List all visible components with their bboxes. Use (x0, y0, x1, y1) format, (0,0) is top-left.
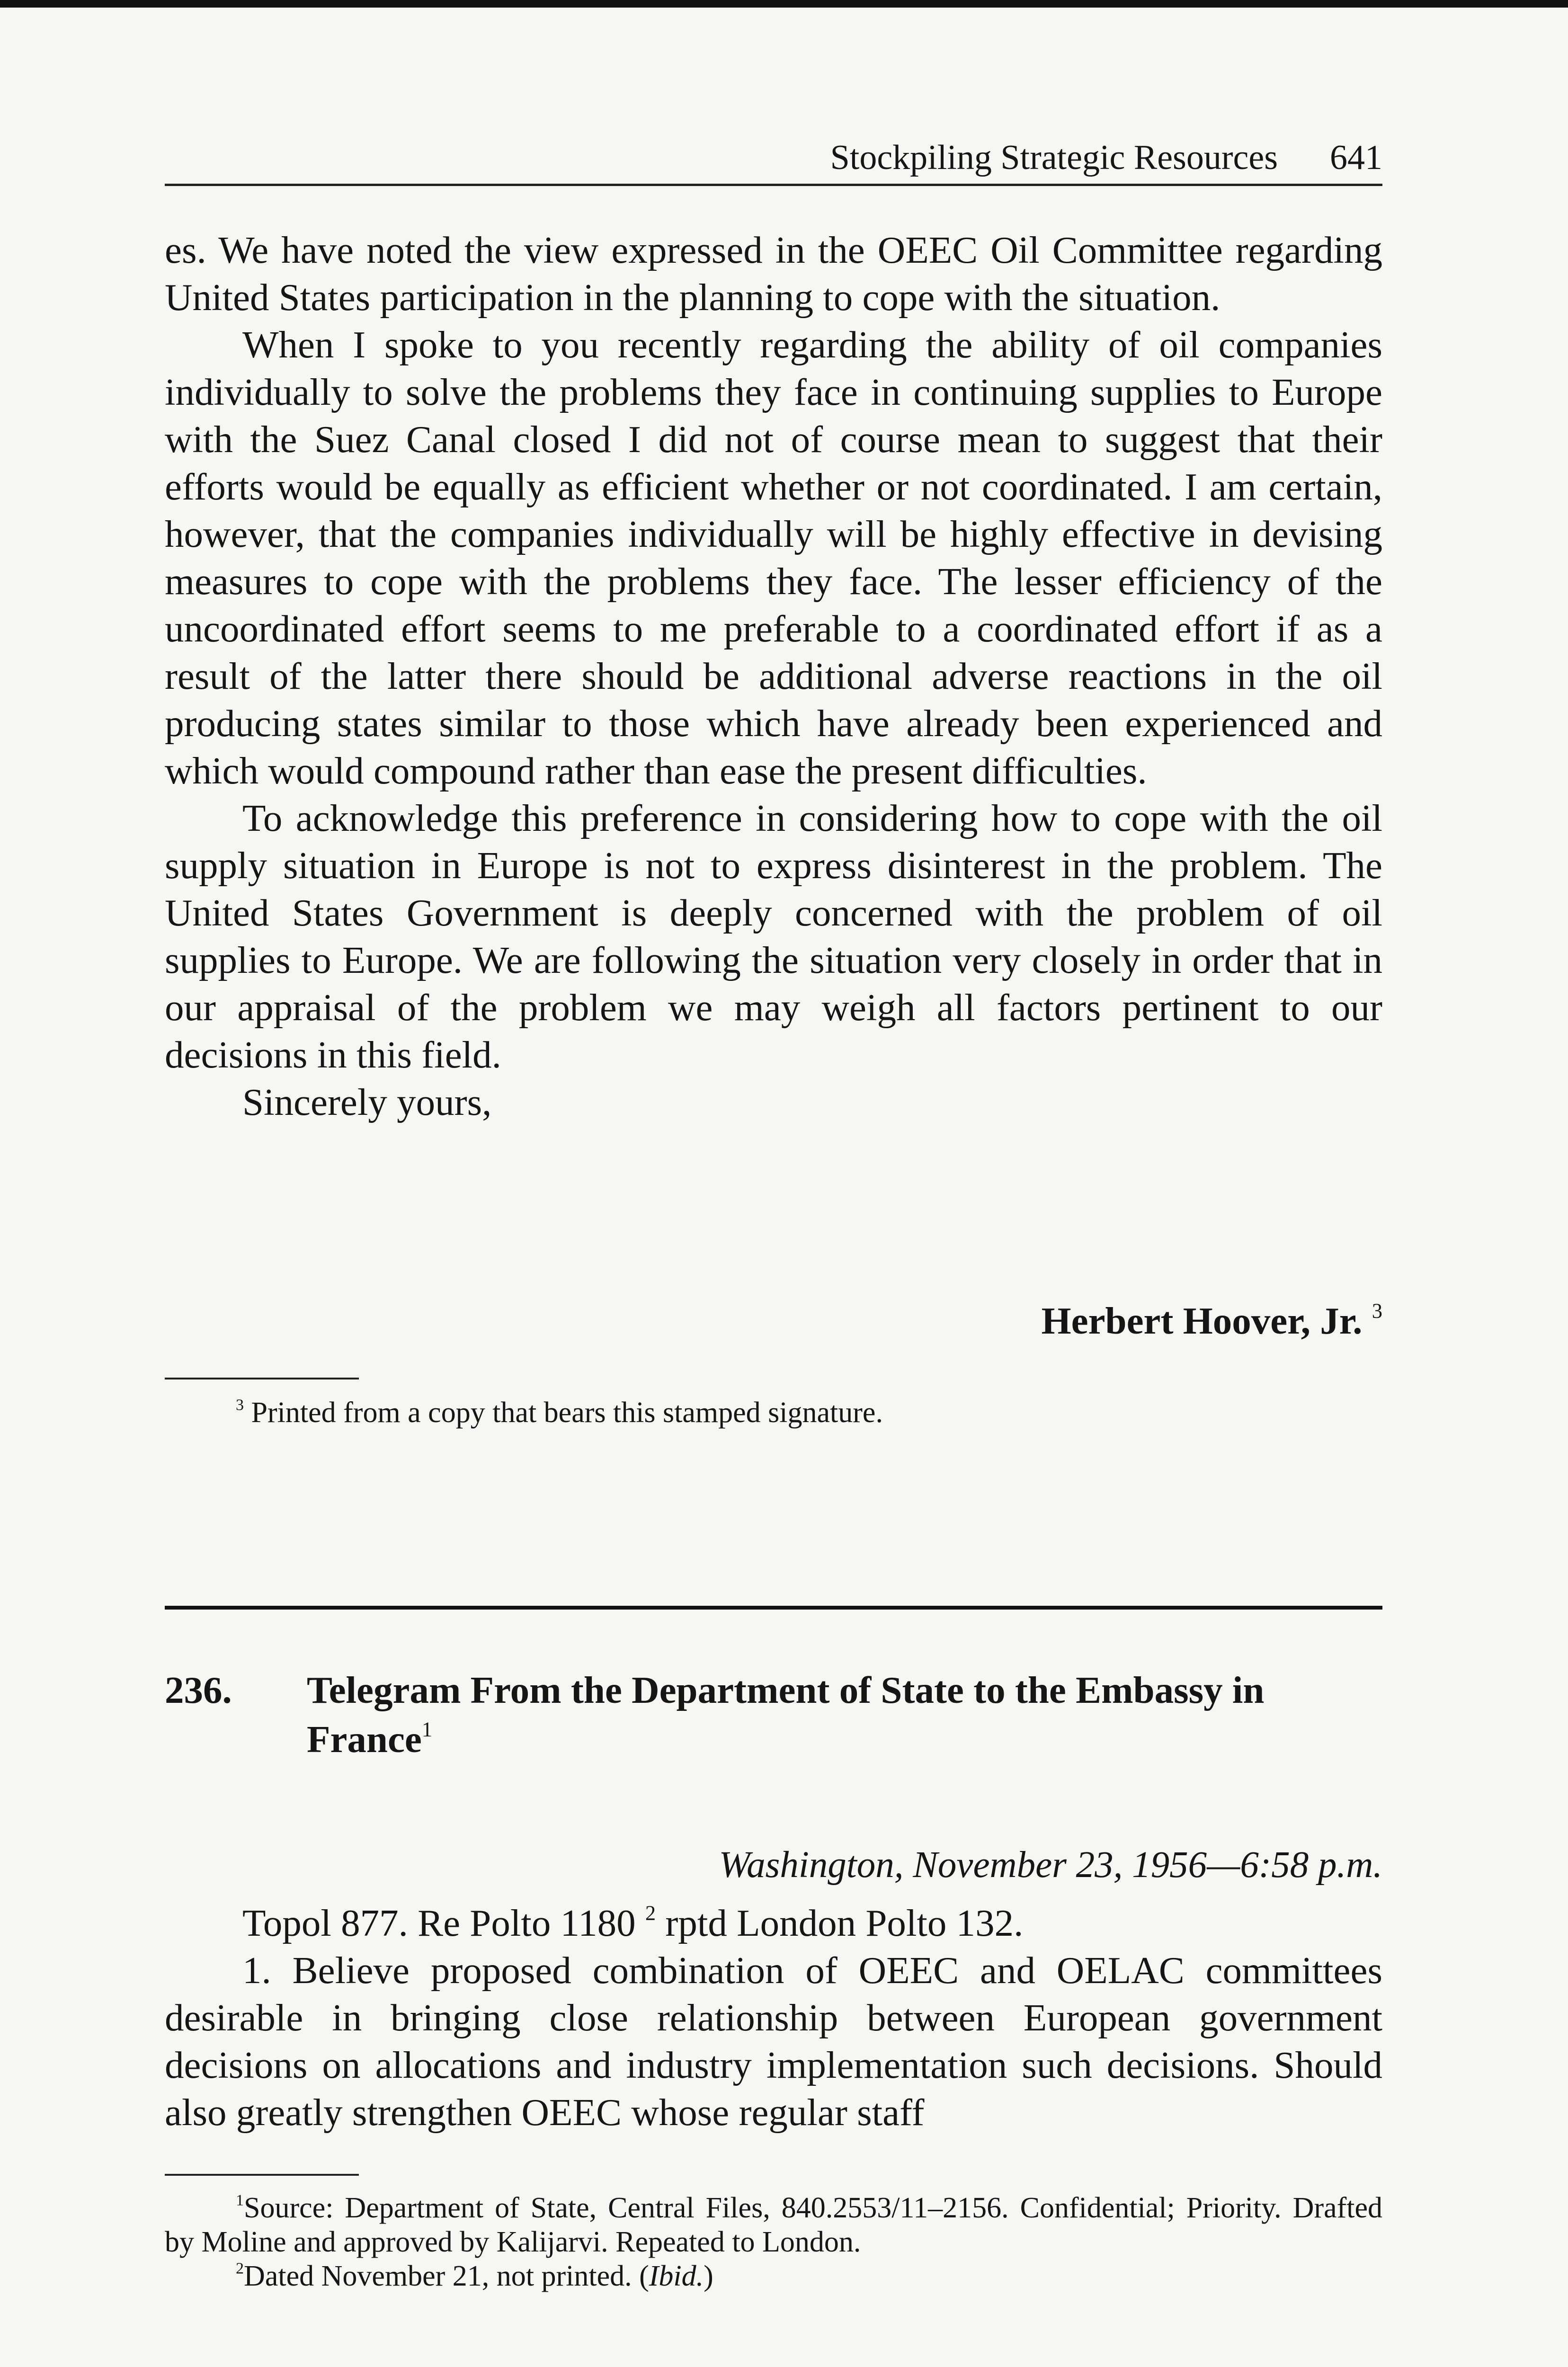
letter-paragraph-2: When I spoke to you recently regarding the ability of oil companies individually to solve the problems they face in continuing supplies to Europe with the Suez Canal closed I did not of course mean to suggest that their efforts would be equally as efficient whether or not coordinated. I am certain, however, that the companies individually will be highly effective in devising measures to cope with the problems they face. The lesser efficiency of the uncoordinated effort seems to me preferable to a coordinated effort if as a result of the latter there should be additional adverse reactions in the oil producing states similar to those which have already been experienced and which would compound rather than ease the present difficulties. (165, 323, 1382, 792)
footnote-1 (165, 2191, 1382, 2259)
signature (1042, 1297, 1382, 1344)
dateline: Washington, November 23, 1956—6:58 p.m. (719, 1844, 1382, 1886)
document-title-text: Telegram From the Department of State to the Embassy in France (307, 1669, 1265, 1761)
letter-body (165, 226, 1382, 1126)
footnote-3-marker: 3 (236, 1396, 244, 1414)
signature-name: Herbert Hoover, Jr. (1041, 1299, 1363, 1342)
page-number: 641 (1330, 138, 1382, 177)
footnote-2-close: ) (704, 2260, 713, 2292)
footnote-2-marker: 2 (236, 2260, 244, 2278)
document-title (307, 1665, 1348, 1764)
footnote-rule-2 (165, 2174, 359, 2176)
footnote-3-text: Printed from a copy that bears this stamped signature. (251, 1397, 883, 1429)
footnote-2-text: Dated November 21, not printed. ( (244, 2260, 649, 2292)
footnote-rule (165, 1378, 359, 1379)
telegram-reference-text: Topol 877. Re Polto 1180 (242, 1902, 636, 1944)
telegram-body (165, 1899, 1382, 2136)
page-top-border (0, 0, 1568, 8)
telegram-reference-repeat: rptd London Polto 132. (656, 1902, 1024, 1944)
footnote-3 (165, 1396, 1382, 1430)
footnote-1-text: Source: Department of State, Central Files, 840.2553/11–2156. Confidential; Priority. Drafted by Moline and approved by Kalijarvi. Repeated to London. (165, 2192, 1382, 2258)
footnote-2 (165, 2259, 1382, 2293)
running-head (165, 132, 1382, 186)
footnote-1-marker: 1 (236, 2191, 244, 2209)
telegram-reference-line (165, 1899, 1382, 1947)
footnotes-telegram (165, 2191, 1382, 2293)
letter-closing: Sincerely yours, (242, 1081, 492, 1123)
letter-paragraph-3: To acknowledge this preference in considering how to cope with the oil supply situation in Europe is not to express disinterest in the problem. The United States Government is deeply concerned with the problem of oil supplies to Europe. We are following the situation very closely in order that in our appraisal of the problem we may weigh all factors pertinent to our decisions in this field. (165, 797, 1382, 1076)
footnote-2-ibid: Ibid. (649, 2260, 704, 2292)
document-title-footnote-ref: 1 (421, 1717, 433, 1741)
section-divider (165, 1606, 1382, 1610)
telegram-paragraph-1: 1. Believe proposed combination of OEEC and OELAC committees desirable in bringing close relationship between European government decisions on allocations and industry implementation such decisions. Should also greatly strengthen OEEC whose regular staff (165, 1949, 1382, 2134)
signature-footnote-ref: 3 (1372, 1299, 1382, 1323)
telegram-reference-footnote-ref: 2 (645, 1901, 656, 1925)
letter-paragraph-1: es. We have noted the view expressed in the OEEC Oil Committee regarding United States participation in the planning to cope with the situation. (165, 229, 1382, 319)
document-number: 236. (165, 1669, 232, 1711)
running-head-title: Stockpiling Strategic Resources (830, 138, 1278, 177)
